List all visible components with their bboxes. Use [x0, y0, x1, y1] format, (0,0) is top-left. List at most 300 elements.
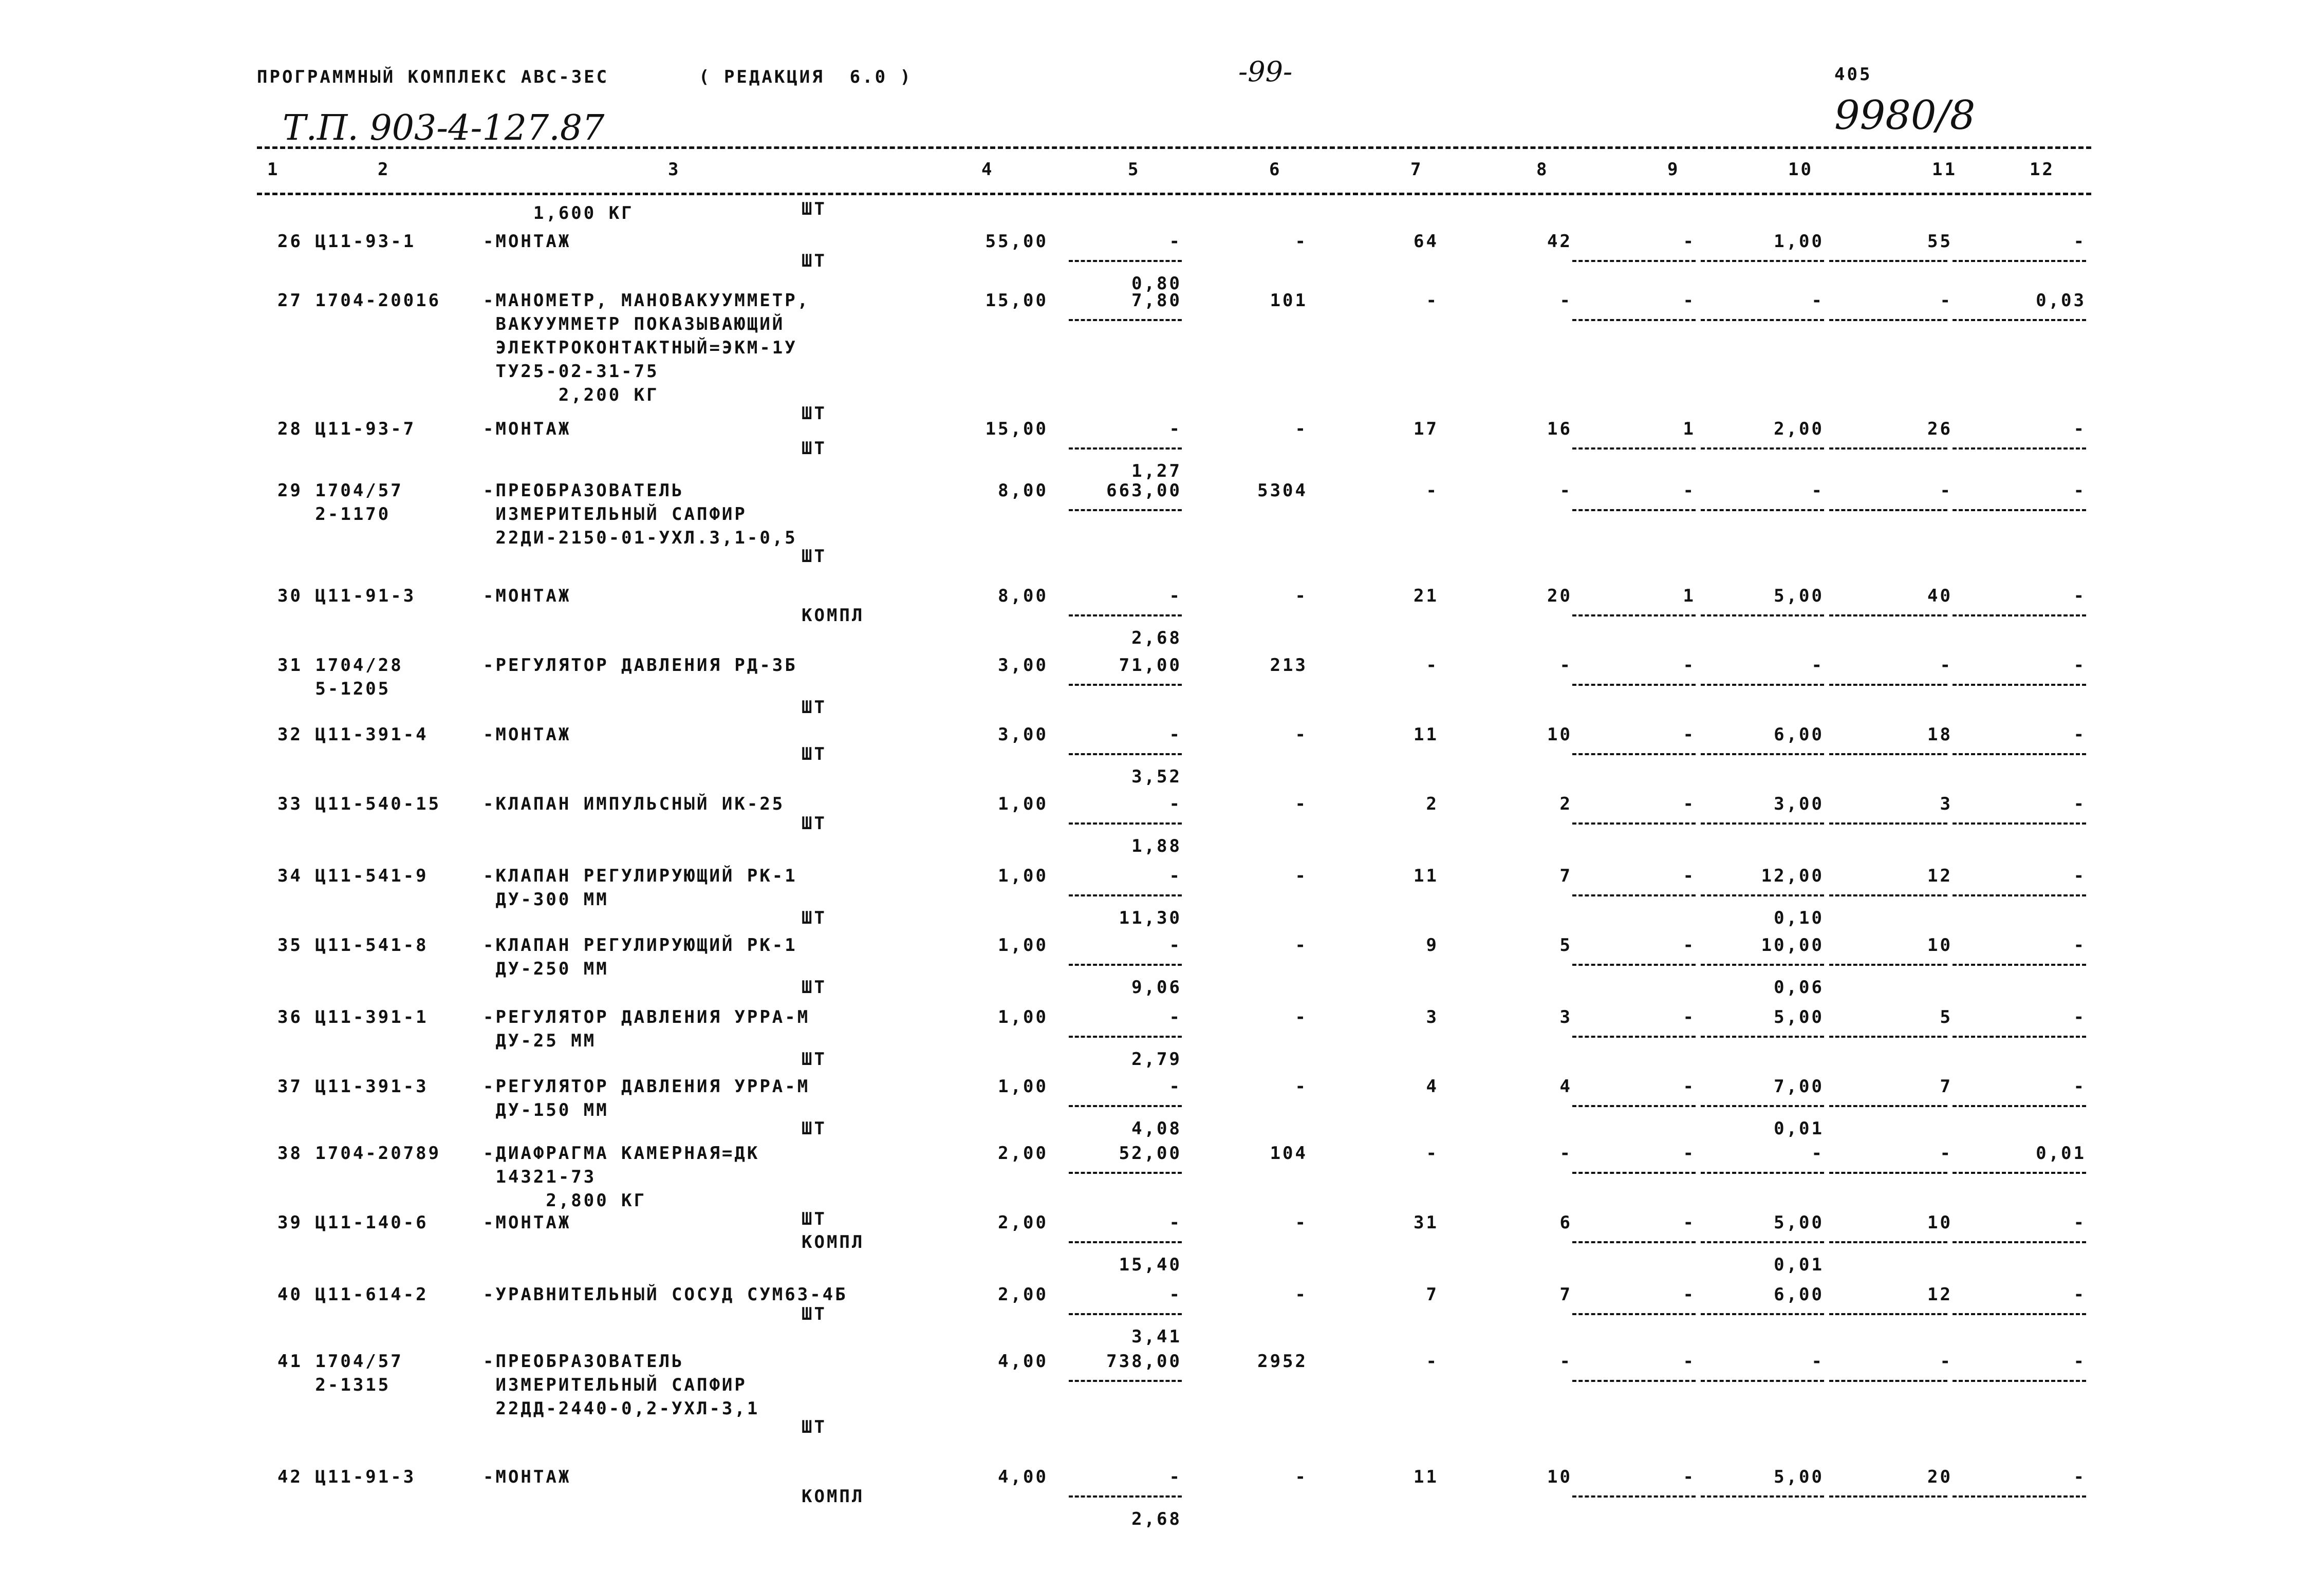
- row-col7: 31: [1414, 1212, 1439, 1233]
- row-col4: 2,00: [998, 1143, 1048, 1164]
- row-col4: 8,00: [998, 480, 1048, 501]
- row-col5: 738,00: [1106, 1351, 1182, 1372]
- cell-divider: [1953, 822, 2086, 825]
- cell-divider: [1953, 1313, 2086, 1315]
- row-col5: -: [1169, 1284, 1182, 1305]
- cell-divider: [1069, 822, 1182, 825]
- row-col5: -: [1169, 231, 1182, 252]
- row-col8: 20: [1547, 586, 1572, 606]
- row-unit: ШТ: [802, 1209, 827, 1229]
- cell-divider: [1829, 753, 1947, 755]
- row-col10: 10,00: [1761, 935, 1824, 956]
- row-unit: ШТ: [802, 546, 827, 567]
- row-col10: -: [1811, 480, 1824, 501]
- row-col10-sub: 0,10: [1774, 908, 1824, 928]
- row-col10: 12,00: [1761, 866, 1824, 886]
- row-col6: 104: [1270, 1143, 1308, 1164]
- row-col5: 52,00: [1119, 1143, 1182, 1164]
- row-col4: 15,00: [985, 419, 1048, 439]
- row-unit: ШТ: [802, 1417, 827, 1437]
- row-col9: -: [1683, 1212, 1696, 1233]
- row-unit: ШТ: [802, 744, 827, 764]
- row-code: 29 1704/57: [277, 480, 403, 501]
- row-col6: 5304: [1257, 480, 1308, 501]
- row-col6: -: [1295, 1467, 1308, 1487]
- row-col7: 9: [1426, 935, 1439, 956]
- row-col8: 10: [1547, 1467, 1572, 1487]
- cell-divider: [1953, 1036, 2086, 1038]
- row-col4: 8,00: [998, 586, 1048, 606]
- row-col7: 11: [1414, 1467, 1439, 1487]
- row-code: 39 Ц11-140-6: [277, 1212, 429, 1233]
- row-code: 30 Ц11-91-3: [277, 586, 416, 606]
- row-code: 35 Ц11-541-8: [277, 935, 429, 956]
- row-col9: -: [1683, 1007, 1696, 1027]
- row-col8: 2: [1559, 794, 1572, 814]
- row-col10: 3,00: [1774, 794, 1824, 814]
- cell-divider: [1572, 684, 1696, 686]
- row-code: 5-1205: [277, 679, 391, 699]
- row-col5: -: [1169, 1212, 1182, 1233]
- row-unit: ШТ: [802, 1304, 827, 1324]
- row-col9: 1: [1683, 419, 1696, 439]
- row-name: -УРАВНИТЕЛЬНЫЙ СОСУД СУМ63-4Б: [483, 1284, 848, 1305]
- row-col8: 16: [1547, 419, 1572, 439]
- row-col6: -: [1295, 1284, 1308, 1305]
- row-col4: 3,00: [998, 724, 1048, 745]
- cell-divider: [1829, 319, 1947, 321]
- row-col9: -: [1683, 1351, 1696, 1372]
- row-code: 28 Ц11-93-7: [277, 419, 416, 439]
- row-col7: 3: [1426, 1007, 1439, 1027]
- row-col4: 2,00: [998, 1212, 1048, 1233]
- row-col6: 101: [1270, 290, 1308, 311]
- row-code: 40 Ц11-614-2: [277, 1284, 429, 1305]
- row-name: -ПРЕОБРАЗОВАТЕЛЬ: [483, 480, 684, 501]
- row-col10: 7,00: [1774, 1076, 1824, 1097]
- row-col5-sub: 2,68: [1131, 1509, 1182, 1529]
- row-col4: 1,00: [998, 794, 1048, 814]
- row-col5: -: [1169, 794, 1182, 814]
- row-name: -МОНТАЖ: [483, 724, 571, 745]
- row-col8: -: [1559, 480, 1572, 501]
- row-code: 2-1170: [277, 504, 391, 525]
- row-col10: -: [1811, 290, 1824, 311]
- row-col4: 2,00: [998, 1284, 1048, 1305]
- row-col5-sub: 1,27: [1131, 461, 1182, 481]
- cell-divider: [1701, 1495, 1824, 1498]
- cell-divider: [1701, 753, 1824, 755]
- cell-divider: [1953, 614, 2086, 616]
- cell-divider: [1572, 260, 1696, 262]
- row-code: 41 1704/57: [277, 1351, 403, 1372]
- column-header: 11: [1932, 159, 1957, 180]
- cell-divider: [1953, 260, 2086, 262]
- row-col8: 42: [1547, 231, 1572, 252]
- row-col12: -: [2073, 586, 2086, 606]
- row-col10: -: [1811, 1143, 1824, 1164]
- column-header: 2: [378, 159, 391, 180]
- cell-divider: [1701, 684, 1824, 686]
- row-name: -МОНТАЖ: [483, 231, 571, 252]
- row-col7: 2: [1426, 794, 1439, 814]
- row-col9: -: [1683, 1143, 1696, 1164]
- row-col6: 213: [1270, 655, 1308, 676]
- row-name: ИЗМЕРИТЕЛЬНЫЙ САПФИР: [483, 504, 747, 525]
- row-col12: -: [2073, 866, 2086, 886]
- row-col6: -: [1295, 231, 1308, 252]
- cell-divider: [1069, 1105, 1182, 1107]
- row-col11: -: [1940, 1351, 1953, 1372]
- cell-divider: [1829, 1313, 1947, 1315]
- cell-divider: [1701, 1380, 1824, 1382]
- cell-divider: [1829, 1380, 1947, 1382]
- cell-divider: [1069, 1495, 1182, 1498]
- cell-divider: [1069, 964, 1182, 966]
- column-header: 8: [1536, 159, 1549, 180]
- cell-divider: [1572, 1380, 1696, 1382]
- row-col8: 6: [1559, 1212, 1572, 1233]
- row-name: -РЕГУЛЯТОР ДАВЛЕНИЯ УРРА-М: [483, 1076, 810, 1097]
- row-col8: -: [1559, 1351, 1572, 1372]
- row-col10: -: [1811, 655, 1824, 676]
- row-col11: -: [1940, 480, 1953, 501]
- cell-divider: [1069, 614, 1182, 616]
- row-col9: -: [1683, 866, 1696, 886]
- row-unit: ШТ: [802, 438, 827, 459]
- row-unit: ШТ: [802, 813, 827, 834]
- row-name: ДУ-250 ММ: [483, 959, 609, 979]
- row-code: 32 Ц11-391-4: [277, 724, 429, 745]
- row-col7: 11: [1414, 724, 1439, 745]
- cell-divider: [1829, 260, 1947, 262]
- row-col8: 7: [1559, 866, 1572, 886]
- row-name: ТУ25-02-31-75: [483, 361, 659, 382]
- row-col12: -: [2073, 1351, 2086, 1372]
- cell-divider: [1953, 684, 2086, 686]
- row-col12: -: [2073, 1284, 2086, 1305]
- row-col4: 1,00: [998, 866, 1048, 886]
- column-header: 3: [668, 159, 681, 180]
- cell-divider: [1701, 1313, 1824, 1315]
- row-col4: 1,00: [998, 1076, 1048, 1097]
- row-name: -КЛАПАН ИМПУЛЬСНЫЙ ИК-25: [483, 794, 785, 814]
- edition-label: ( РЕДАКЦИЯ 6.0 ): [699, 67, 913, 87]
- row-col4: 1,00: [998, 935, 1048, 956]
- row-col7: 64: [1414, 231, 1439, 252]
- row-name: ИЗМЕРИТЕЛЬНЫЙ САПФИР: [483, 1375, 747, 1395]
- cell-divider: [1701, 260, 1824, 262]
- row-name: 14321-73: [483, 1167, 597, 1187]
- row-name: 22ДИ-2150-01-УХЛ.3,1-0,5: [483, 528, 797, 548]
- cell-divider: [1701, 447, 1824, 450]
- row-col11: -: [1940, 1143, 1953, 1164]
- row-col7: -: [1426, 290, 1439, 311]
- row-col5: -: [1169, 1467, 1182, 1487]
- cell-divider: [1572, 447, 1696, 450]
- cell-divider: [1701, 319, 1824, 321]
- row-col6: 2952: [1257, 1351, 1308, 1372]
- row-col5-sub: 15,40: [1119, 1255, 1182, 1275]
- row-col9: -: [1683, 1467, 1696, 1487]
- cell-divider: [1572, 753, 1696, 755]
- cell-divider: [1953, 1105, 2086, 1107]
- row-col5: 71,00: [1119, 655, 1182, 676]
- row-col11: 10: [1927, 935, 1953, 956]
- row-col10-sub: 0,01: [1774, 1255, 1824, 1275]
- row-name: ЭЛЕКТРОКОНТАКТНЫЙ=ЭКМ-1У: [483, 338, 797, 358]
- row-col6: -: [1295, 1007, 1308, 1027]
- row-col12: 0,01: [2036, 1143, 2086, 1164]
- row-name: -МОНТАЖ: [483, 1467, 571, 1487]
- row-code: 26 Ц11-93-1: [277, 231, 416, 252]
- cell-divider: [1572, 964, 1696, 966]
- row-col10: 5,00: [1774, 1212, 1824, 1233]
- row-col11: 26: [1927, 419, 1953, 439]
- row-col6: -: [1295, 866, 1308, 886]
- row-col11: 10: [1927, 1212, 1953, 1233]
- cell-divider: [1953, 319, 2086, 321]
- row-col10: 6,00: [1774, 724, 1824, 745]
- row-name: -МОНТАЖ: [483, 1212, 571, 1233]
- cell-divider: [1572, 1036, 1696, 1038]
- row-unit: ШТ: [802, 977, 827, 998]
- row-col7: -: [1426, 655, 1439, 676]
- archive-stamp: 9980/8: [1834, 92, 1976, 139]
- row-name: 2,200 КГ: [483, 385, 659, 405]
- row-col11: 12: [1927, 1284, 1953, 1305]
- row-col4: 55,00: [985, 231, 1048, 252]
- row-col5-sub: 11,30: [1119, 908, 1182, 928]
- row-col4: 15,00: [985, 290, 1048, 311]
- cell-divider: [1953, 509, 2086, 511]
- cell-divider: [1572, 1172, 1696, 1174]
- header-separator-bottom: [257, 193, 2091, 195]
- column-header: 6: [1269, 159, 1282, 180]
- row-name: -ДИАФРАГМА КАМЕРНАЯ=ДК: [483, 1143, 760, 1164]
- cell-divider: [1572, 1313, 1696, 1315]
- row-name: -ПРЕОБРАЗОВАТЕЛЬ: [483, 1351, 684, 1372]
- row-col9: -: [1683, 794, 1696, 814]
- row-col5: -: [1169, 1076, 1182, 1097]
- cell-divider: [1701, 1105, 1824, 1107]
- row-col5: -: [1169, 586, 1182, 606]
- row-col10: 5,00: [1774, 1007, 1824, 1027]
- row-col10: -: [1811, 1351, 1824, 1372]
- row-col10: 6,00: [1774, 1284, 1824, 1305]
- cell-divider: [1572, 319, 1696, 321]
- cell-divider: [1701, 1172, 1824, 1174]
- row-col7: -: [1426, 480, 1439, 501]
- row-col9: -: [1683, 935, 1696, 956]
- cell-divider: [1069, 1036, 1182, 1038]
- row-unit: ШТ: [802, 697, 827, 718]
- cell-divider: [1953, 447, 2086, 450]
- row-col9: -: [1683, 1076, 1696, 1097]
- cell-divider: [1829, 1241, 1947, 1243]
- row-name: -РЕГУЛЯТОР ДАВЛЕНИЯ РД-3Б: [483, 655, 797, 676]
- cell-divider: [1069, 509, 1182, 511]
- cell-divider: [1953, 753, 2086, 755]
- cell-divider: [1069, 894, 1182, 896]
- row-col12: -: [2073, 935, 2086, 956]
- row-col4: 4,00: [998, 1467, 1048, 1487]
- cell-divider: [1069, 260, 1182, 262]
- row-col5: -: [1169, 866, 1182, 886]
- row-code: 38 1704-20789: [277, 1143, 441, 1164]
- row-unit: ШТ: [802, 908, 827, 928]
- cell-divider: [1572, 894, 1696, 896]
- row-name: -КЛАПАН РЕГУЛИРУЮЩИЙ РК-1: [483, 935, 797, 956]
- row-col12: -: [2073, 724, 2086, 745]
- row-col7: 21: [1414, 586, 1439, 606]
- row-col12: -: [2073, 419, 2086, 439]
- row-col5: -: [1169, 419, 1182, 439]
- row-col11: -: [1940, 290, 1953, 311]
- cell-divider: [1572, 614, 1696, 616]
- row-col5-sub: 2,68: [1131, 628, 1182, 648]
- row-unit: КОМПЛ: [802, 1486, 865, 1507]
- row-unit: ШТ: [802, 403, 827, 424]
- cell-divider: [1953, 1495, 2086, 1498]
- cell-divider: [1829, 684, 1947, 686]
- row-name: ДУ-300 ММ: [483, 889, 609, 910]
- row-name: -РЕГУЛЯТОР ДАВЛЕНИЯ УРРА-М: [483, 1007, 810, 1027]
- cell-divider: [1829, 964, 1947, 966]
- row-col9: -: [1683, 290, 1696, 311]
- row-name: -МОНТАЖ: [483, 586, 571, 606]
- row-col7: 17: [1414, 419, 1439, 439]
- cell-divider: [1953, 964, 2086, 966]
- cell-divider: [1701, 1036, 1824, 1038]
- row-name: ДУ-25 ММ: [483, 1031, 597, 1051]
- row-col5-sub: 2,79: [1131, 1049, 1182, 1070]
- row-col10: 5,00: [1774, 586, 1824, 606]
- row-col5: -: [1169, 1007, 1182, 1027]
- row-name: -МАНОМЕТР, МАНОВАКУУММЕТР,: [483, 290, 810, 311]
- row-col5: 663,00: [1106, 480, 1182, 501]
- cell-divider: [1953, 1380, 2086, 1382]
- row-code: 37 Ц11-391-3: [277, 1076, 429, 1097]
- cell-divider: [1953, 1172, 2086, 1174]
- row-col6: -: [1295, 586, 1308, 606]
- row-col6: -: [1295, 419, 1308, 439]
- row-col10: 1,00: [1774, 231, 1824, 252]
- row-col8: -: [1559, 655, 1572, 676]
- cell-divider: [1069, 447, 1182, 450]
- sheet-code: 405: [1834, 64, 1872, 85]
- row-col5-sub: 1,88: [1131, 836, 1182, 856]
- row-col7: -: [1426, 1143, 1439, 1164]
- column-header: 10: [1788, 159, 1813, 180]
- row-col5: 7,80: [1131, 290, 1182, 311]
- row-code: 31 1704/28: [277, 655, 403, 676]
- row-col12: -: [2073, 1076, 2086, 1097]
- header-separator-top: [257, 146, 2091, 149]
- cell-divider: [1069, 1241, 1182, 1243]
- row-col5-sub: 0,80: [1131, 273, 1182, 294]
- row-col6: -: [1295, 1212, 1308, 1233]
- row-col5: -: [1169, 935, 1182, 956]
- row-col8: -: [1559, 1143, 1572, 1164]
- cell-divider: [1701, 894, 1824, 896]
- row-col11: 3: [1940, 794, 1953, 814]
- column-header: 12: [2030, 159, 2055, 180]
- cell-divider: [1069, 319, 1182, 321]
- row-col9: -: [1683, 655, 1696, 676]
- cell-divider: [1572, 1241, 1696, 1243]
- row-col10-sub: 0,06: [1774, 977, 1824, 998]
- row-name: ДУ-150 ММ: [483, 1100, 609, 1120]
- column-header: 9: [1667, 159, 1680, 180]
- row-col9: -: [1683, 480, 1696, 501]
- row-col6: -: [1295, 794, 1308, 814]
- row-unit: ШТ: [802, 1049, 827, 1070]
- row-col4: 4,00: [998, 1351, 1048, 1372]
- cell-divider: [1829, 614, 1947, 616]
- row-col6: -: [1295, 1076, 1308, 1097]
- row-col8: 4: [1559, 1076, 1572, 1097]
- column-header: 7: [1410, 159, 1423, 180]
- row-unit: ШТ: [802, 251, 827, 271]
- row-name: 1,600 КГ: [483, 203, 634, 223]
- row-col11: 7: [1940, 1076, 1953, 1097]
- row-col4: 1,00: [998, 1007, 1048, 1027]
- row-col12: -: [2073, 231, 2086, 252]
- cell-divider: [1572, 822, 1696, 825]
- cell-divider: [1829, 1495, 1947, 1498]
- row-col9: -: [1683, 231, 1696, 252]
- row-col9: -: [1683, 724, 1696, 745]
- row-col7: 11: [1414, 866, 1439, 886]
- column-header: 4: [981, 159, 994, 180]
- row-col12: -: [2073, 1212, 2086, 1233]
- row-unit: КОМПЛ: [802, 605, 865, 626]
- row-col10: 2,00: [1774, 419, 1824, 439]
- cell-divider: [1701, 509, 1824, 511]
- row-code: 34 Ц11-541-9: [277, 866, 429, 886]
- row-name: -МОНТАЖ: [483, 419, 571, 439]
- column-header: 1: [267, 159, 280, 180]
- row-col8: 5: [1559, 935, 1572, 956]
- cell-divider: [1069, 684, 1182, 686]
- cell-divider: [1701, 964, 1824, 966]
- row-col12: -: [2073, 1467, 2086, 1487]
- row-name: 2,800 КГ: [483, 1190, 647, 1211]
- row-unit: КОМПЛ: [802, 1232, 865, 1252]
- cell-divider: [1829, 894, 1947, 896]
- row-code: 2-1315: [277, 1375, 391, 1395]
- row-col9: 1: [1683, 586, 1696, 606]
- row-col7: 7: [1426, 1284, 1439, 1305]
- cell-divider: [1829, 447, 1947, 450]
- row-unit: ШТ: [802, 1118, 827, 1139]
- row-col11: 20: [1927, 1467, 1953, 1487]
- row-col5-sub: 3,41: [1131, 1326, 1182, 1347]
- cell-divider: [1829, 1172, 1947, 1174]
- row-code: 36 Ц11-391-1: [277, 1007, 429, 1027]
- row-col12: 0,03: [2036, 290, 2086, 311]
- cell-divider: [1069, 753, 1182, 755]
- row-code: 42 Ц11-91-3: [277, 1467, 416, 1487]
- program-title: ПРОГРАММНЫЙ КОМПЛЕКС АВС-3ЕС: [257, 67, 609, 87]
- row-col11: 18: [1927, 724, 1953, 745]
- row-col8: 7: [1559, 1284, 1572, 1305]
- row-col9: -: [1683, 1284, 1696, 1305]
- cell-divider: [1829, 1036, 1947, 1038]
- cell-divider: [1829, 822, 1947, 825]
- row-col11: 12: [1927, 866, 1953, 886]
